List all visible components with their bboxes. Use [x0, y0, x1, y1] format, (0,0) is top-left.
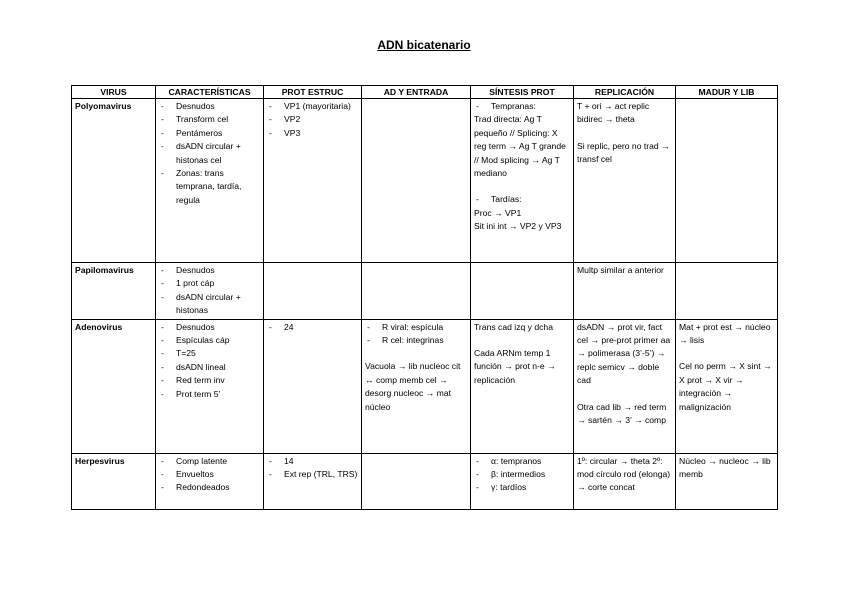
- virus-name: Papilomavirus: [72, 263, 156, 320]
- list-item: - Envueltos: [159, 468, 260, 481]
- replicacion-text: dsADN → prot vir, fact cel → pre-prot primer aa → polimerasa (3’-5’) → replc semicv → doble cad: [577, 321, 671, 386]
- header-virus: VIRUS: [72, 86, 156, 99]
- list-item: - dsADN circular + histonas cel: [159, 140, 260, 167]
- prot-estruc-cell: [264, 319, 362, 453]
- madur-lib-text: Núcleo → nucleoc → lib memb: [679, 455, 771, 480]
- list-item: - γ: tardíos: [474, 481, 570, 494]
- virus-table: [71, 85, 778, 510]
- virus-name: Adenovirus: [72, 319, 156, 453]
- prot-estruc-cell: [264, 99, 362, 263]
- replicacion-text: Si replic, pero no trad → transf cel: [577, 140, 670, 165]
- madur-lib-cell: [676, 263, 778, 320]
- list-item: - Tardías:: [474, 193, 570, 206]
- list-item: - 14: [267, 455, 358, 468]
- list-item: - dsADN circular + histonas: [159, 291, 260, 318]
- header-madur-lib: MADUR Y LIB: [676, 86, 778, 99]
- list-item: - VP3: [267, 127, 358, 140]
- header-ad-entrada: AD Y ENTRADA: [362, 86, 471, 99]
- prot-estruc-cell: [264, 263, 362, 320]
- list-item: - β: intermedios: [474, 468, 570, 481]
- header-caracteristicas: CARACTERÍSTICAS: [156, 86, 264, 99]
- replicacion-text: T + ori → act replic bidirec → theta: [577, 101, 650, 125]
- list-item: - Prot term 5’: [159, 388, 260, 401]
- sintesis-cell: [471, 319, 574, 453]
- header-replicacion: REPLICACIÓN: [574, 86, 676, 99]
- list-item: - VP2: [267, 113, 358, 126]
- table-row-polyomavirus: [72, 99, 778, 263]
- list-item: - Pentámeros: [159, 127, 260, 140]
- sintesis-text: Proc → VP1: [474, 207, 522, 218]
- list-item: - Espículas cáp: [159, 334, 260, 347]
- replicacion-text: 1º: circular → theta 2º: mod círculo rod (elonga) → corte concat: [577, 455, 671, 493]
- sintesis-cell: [471, 453, 574, 509]
- madur-lib-cell: [676, 99, 778, 263]
- list-item: - R cel: integrinas: [365, 334, 467, 347]
- sintesis-text: Trad directa: Ag T pequeño // Splicing: X reg term → Ag T grande // Mod splicing → Ag T mediano: [474, 114, 566, 179]
- list-item: - T=25: [159, 347, 260, 360]
- header-prot-estruc: PROT ESTRUC: [264, 86, 362, 99]
- list-item: - Transform cel: [159, 113, 260, 126]
- madur-lib-text: Mat + prot est → núcleo → lisis: [679, 321, 771, 346]
- replicacion-text: Otra cad lib → red term → sartén → 3’ → comp: [577, 401, 667, 426]
- table-row-adenovirus: [72, 319, 778, 453]
- replicacion-cell: [574, 453, 676, 509]
- prot-estruc-cell: [264, 453, 362, 509]
- document-title: ADN bicatenario: [377, 38, 471, 52]
- list-item: - Desnudos: [159, 100, 260, 113]
- list-item: - Ext rep (TRL, TRS): [267, 468, 358, 481]
- madur-lib-cell: [676, 453, 778, 509]
- ad-entrada-cell: [362, 453, 471, 509]
- ad-entrada-cell: [362, 99, 471, 263]
- virus-name: Polyomavirus: [72, 99, 156, 263]
- header-row: [72, 86, 778, 99]
- ad-entrada-cell: [362, 263, 471, 320]
- list-item: - Tempranas:: [474, 100, 570, 113]
- list-item: - R viral: espícula: [365, 321, 467, 334]
- list-item: - Red term inv: [159, 374, 260, 387]
- madur-lib-text: Cel no perm → X sint → X prot → X vir → integración → malignización: [679, 361, 772, 412]
- list-item: - Comp latente: [159, 455, 260, 468]
- replicacion-cell: [574, 319, 676, 453]
- ad-entrada-cell: [362, 319, 471, 453]
- sintesis-cell: [471, 263, 574, 320]
- sintesis-text: Cada ARNm temp 1 función → prot n-e → replicación: [474, 348, 556, 385]
- caracteristicas-cell: [156, 453, 264, 509]
- replicacion-cell: [574, 99, 676, 263]
- ad-entrada-text: Vacuola → lib nucleoc cit ↔ comp memb cel → desorg nucleoc → mat núcleo: [365, 361, 461, 412]
- header-sintesis: SÍNTESIS PROT: [471, 86, 574, 99]
- table-row-papilomavirus: [72, 263, 778, 320]
- list-item: - Desnudos: [159, 321, 260, 334]
- list-item: - dsADN lineal: [159, 361, 260, 374]
- sintesis-text: Sit ini int → VP2 y VP3: [474, 221, 562, 232]
- list-item: - VP1 (mayoritaria): [267, 100, 358, 113]
- list-item: - 24: [267, 321, 358, 334]
- sintesis-text: Trans cad izq y dcha: [474, 321, 553, 332]
- replicacion-text: Multp similar a anterior: [577, 265, 664, 275]
- caracteristicas-cell: [156, 99, 264, 263]
- virus-name: Herpesvirus: [72, 453, 156, 509]
- caracteristicas-cell: [156, 263, 264, 320]
- list-item: - Desnudos: [159, 264, 260, 277]
- list-item: - Redondeados: [159, 481, 260, 494]
- madur-lib-cell: [676, 319, 778, 453]
- sintesis-cell: [471, 99, 574, 263]
- list-item: - 1 prot cáp: [159, 277, 260, 290]
- caracteristicas-cell: [156, 319, 264, 453]
- table-row-herpesvirus: [72, 453, 778, 509]
- list-item: - α: tempranos: [474, 455, 570, 468]
- replicacion-cell: [574, 263, 676, 320]
- list-item: - Zonas: trans temprana, tardía, regula: [159, 167, 260, 207]
